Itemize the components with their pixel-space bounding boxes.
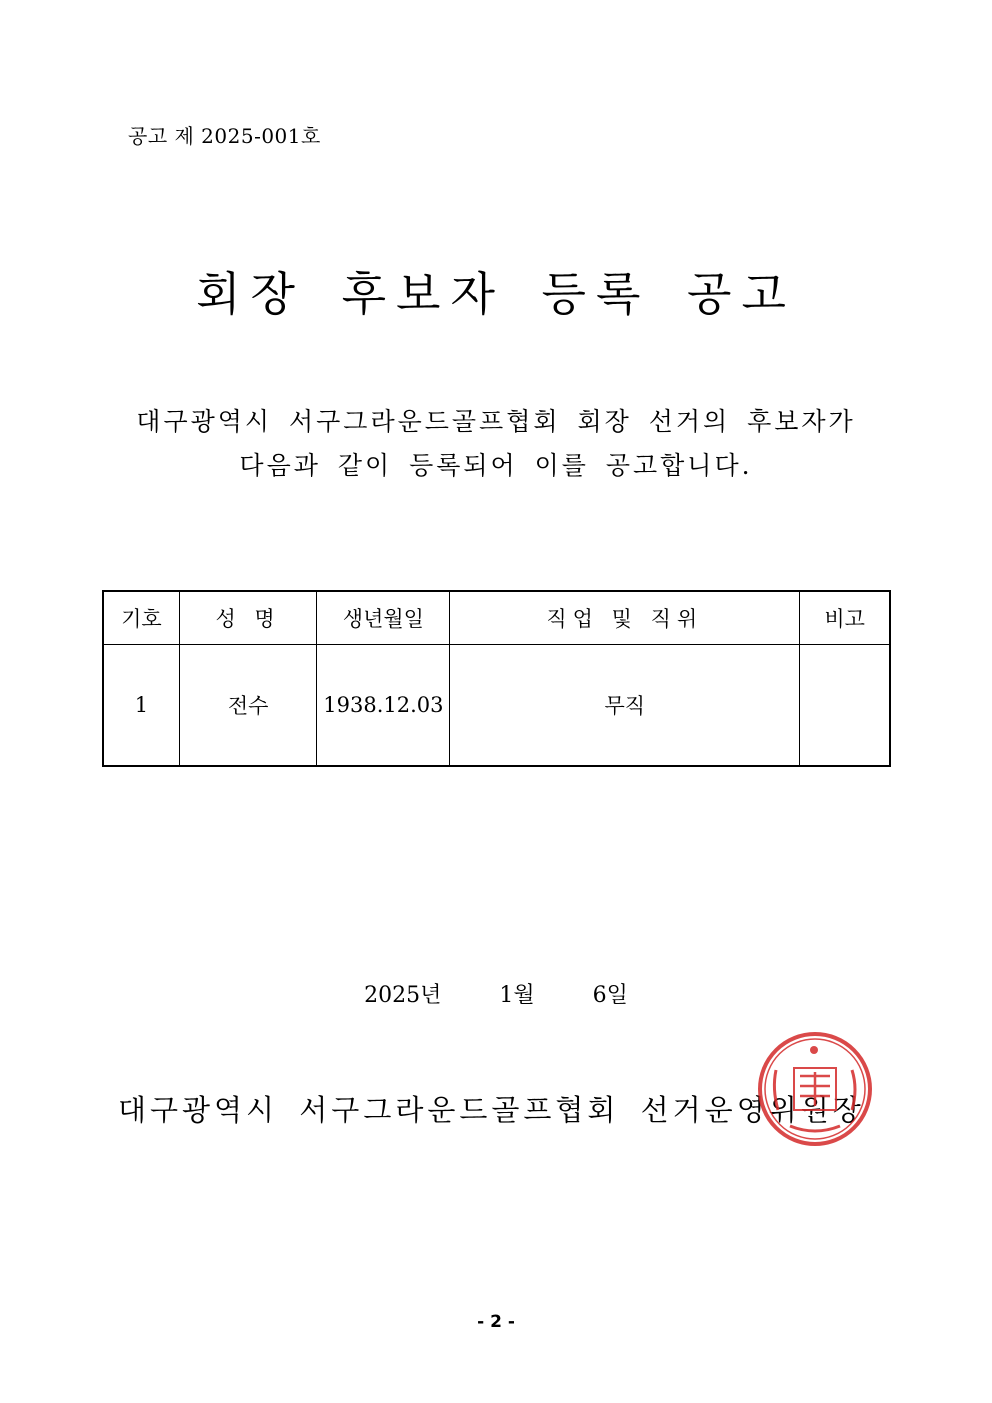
candidate-table bbox=[102, 590, 891, 767]
table-header-row bbox=[103, 591, 890, 645]
notice-date: 2025년 1월 6일 bbox=[364, 983, 628, 1008]
cell-remarks bbox=[800, 645, 890, 767]
header-name: 성 명 bbox=[179, 591, 317, 645]
page-title: 회장 후보자 등록 공고 bbox=[196, 267, 796, 321]
intro-line-1: 대구광역시 서구그라운드골프협회 회장 선거의 후보자가 bbox=[136, 407, 856, 436]
header-number: 기호 bbox=[103, 591, 179, 645]
official-seal-stamp bbox=[756, 1030, 874, 1148]
header-remarks: 비고 bbox=[800, 591, 890, 645]
intro-line-2: 다음과 같이 등록되어 이를 공고합니다. bbox=[239, 451, 753, 480]
table-row bbox=[103, 645, 890, 767]
cell-number: 1 bbox=[103, 645, 179, 767]
cell-occupation: 무직 bbox=[450, 645, 800, 767]
issuer-name: 대구광역시 서구그라운드골프협회 선거운영위원장 bbox=[118, 1093, 865, 1127]
page-number: - 2 - bbox=[477, 1312, 515, 1332]
cell-birthdate: 1938.12.03 bbox=[317, 645, 450, 767]
cell-name: 전수 bbox=[179, 645, 317, 767]
notice-number: 공고 제 2025-001호 bbox=[128, 124, 321, 148]
header-birthdate: 생년월일 bbox=[317, 591, 450, 645]
header-occupation: 직업 및 직위 bbox=[450, 591, 800, 645]
intro-text bbox=[0, 400, 992, 488]
